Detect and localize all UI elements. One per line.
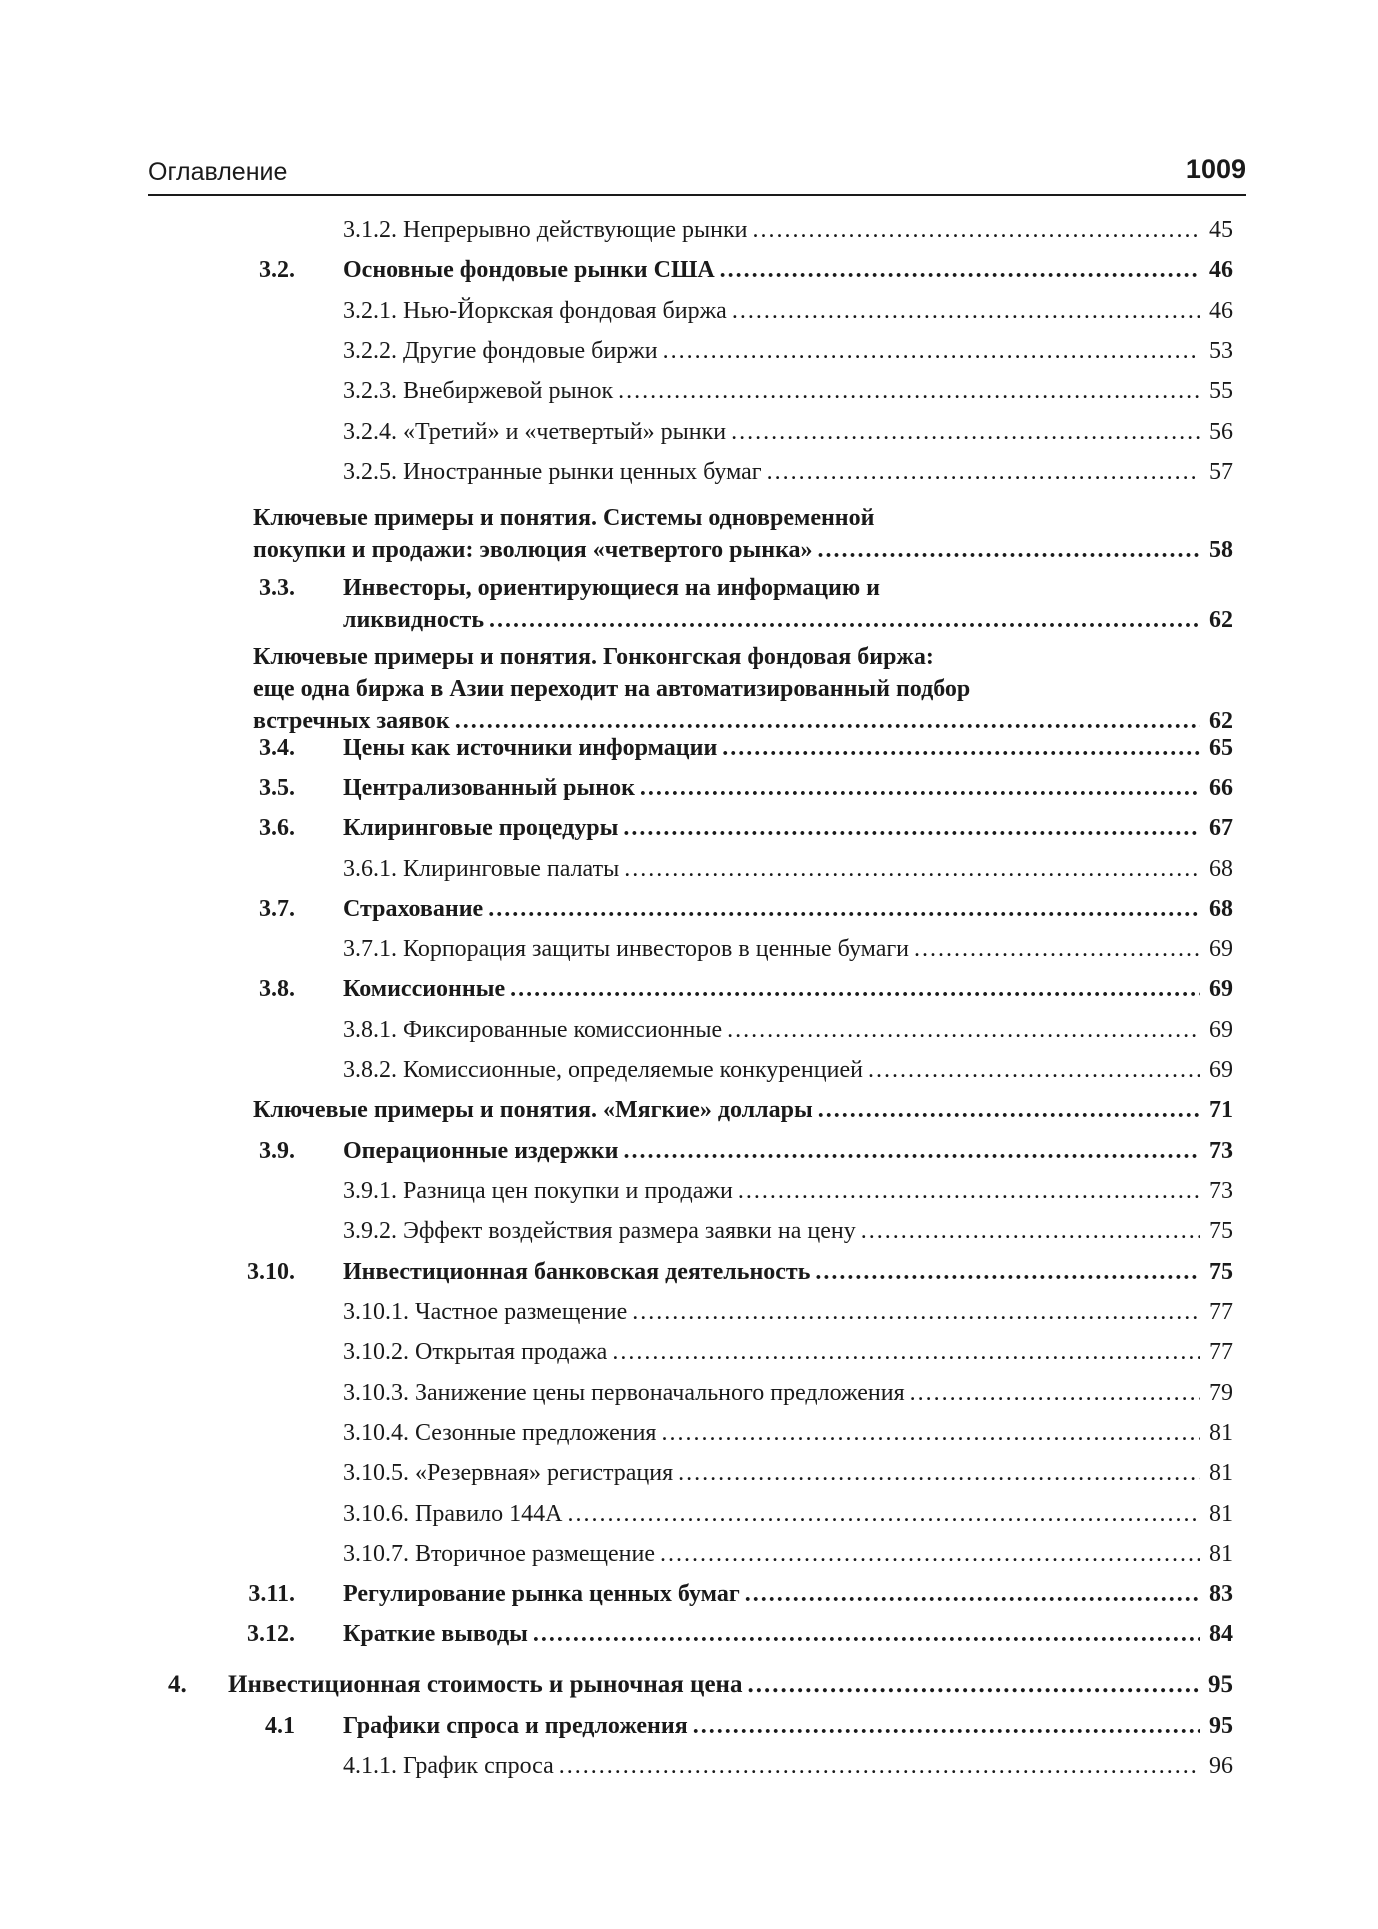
dot-leader [731,416,1200,448]
toc-entry[interactable] [343,254,1233,286]
toc-entry-title: Инвестиционная стоимость и рыночная цена [228,1671,743,1698]
toc-entry-page: 95 [1208,1671,1233,1698]
toc-entry[interactable] [343,1618,1233,1650]
toc-entry-page: 68 [1209,856,1233,882]
toc-entry-title: 3.2.2. Другие фондовые биржи [343,338,658,364]
toc-entry-page: 65 [1209,735,1233,761]
toc-entry-title: 3.10.1. Частное размещение [343,1299,628,1325]
toc-entry-number: 4. [168,1671,187,1698]
toc-entry[interactable] [343,572,1233,636]
toc-entry-title: 3.10.7. Вторичное размещение [343,1541,655,1567]
toc-entry-title: Регулирование рынка ценных бумаг [343,1581,740,1607]
toc-entry-number: 3.12. [247,1621,295,1647]
toc-entry[interactable] [343,1377,1233,1409]
dot-leader [623,812,1200,844]
toc-entry[interactable] [343,893,1233,925]
toc-entry-page: 83 [1209,1581,1233,1607]
dot-leader [510,973,1200,1005]
toc-entry[interactable] [253,641,1233,737]
dot-leader [489,604,1200,636]
dot-leader [612,1336,1200,1368]
toc-entry-page: 55 [1209,378,1233,404]
toc-entry-title: 3.2.1. Нью-Йоркская фондовая биржа [343,298,727,324]
dot-leader [623,1135,1200,1167]
toc-entry-number: 3.2. [259,257,295,283]
toc-entry-title: 3.9.2. Эффект воздействия размера заявки на цену [343,1218,856,1244]
toc-entry-page: 68 [1209,896,1233,922]
dot-leader [818,534,1200,566]
toc-entry[interactable] [228,1669,1233,1701]
toc-entry-title: 3.2.3. Внебиржевой рынок [343,378,614,404]
toc-entry-page: 77 [1209,1339,1233,1365]
toc-entry-page: 75 [1209,1218,1233,1244]
toc-entry-page: 66 [1209,775,1233,801]
toc-entry-title: 3.7.1. Корпорация защиты инвесторов в ценные бумаги [343,936,910,962]
toc-entry[interactable] [343,1135,1233,1167]
toc-entry[interactable] [343,732,1233,764]
toc-entry[interactable] [343,1054,1233,1086]
toc-entry-page: 75 [1209,1259,1233,1285]
toc-entry-number: 3.11. [248,1581,295,1607]
toc-entry-title: Основные фондовые рынки США [343,257,715,283]
toc-entry-title: Графики спроса и предложения [343,1713,688,1739]
toc-entry-title: Ключевые примеры и понятия. «Мягкие» доллары [253,1097,813,1123]
toc-entry-title: 3.2.5. Иностранные рынки ценных бумаг [343,459,762,485]
toc-entry-title: 4.1.1. График спроса [343,1753,554,1779]
toc-entry[interactable] [343,933,1233,965]
toc-entry-page: 69 [1209,1057,1233,1083]
toc-entry-title: Краткие выводы [343,1621,528,1647]
toc-entry[interactable] [343,973,1233,1005]
running-header [148,150,1246,196]
dot-leader [632,1296,1200,1328]
toc-entry-title: 3.10.3. Занижение цены первоначального предложения [343,1380,905,1406]
toc-entry[interactable] [343,214,1233,246]
toc-entry-title-line: Ключевые примеры и понятия. Гонконгская фондовая биржа: [253,644,934,670]
toc-entry-title: Операционные издержки [343,1138,619,1164]
toc-entry-page: 79 [1209,1380,1233,1406]
dot-leader [815,1256,1200,1288]
toc-entry[interactable] [343,375,1233,407]
toc-entry-title: 3.8.2. Комиссионные, определяемые конкуренцией [343,1057,863,1083]
toc-entry-title: 3.10.2. Открытая продажа [343,1339,608,1365]
toc-entry-page: 67 [1209,815,1233,841]
toc-entry-number: 3.3. [259,575,295,601]
toc-entry-title: 3.2.4. «Третий» и «четвертый» рынки [343,419,727,445]
toc-entry-number: 3.7. [259,896,295,922]
toc-entry-number: 3.10. [247,1259,295,1285]
dot-leader [910,1377,1200,1409]
toc-entry[interactable] [343,456,1233,488]
toc-entry-title: ликвидность [343,607,485,633]
toc-entry-title: 3.1.2. Непрерывно действующие рынки [343,217,748,243]
toc-entry-title-line: Ключевые примеры и понятия. Системы одновременной [253,505,875,531]
toc-entry-title: 3.10.4. Сезонные предложения [343,1420,657,1446]
toc-entry-title: Страхование [343,896,484,922]
toc-entry-page: 46 [1209,257,1233,283]
toc-entry[interactable] [343,1457,1233,1489]
toc-entry-page: 73 [1209,1178,1233,1204]
toc-entry-page: 69 [1209,1017,1233,1043]
toc-entry-page: 81 [1209,1420,1233,1446]
toc-entry-number: 3.8. [259,976,295,1002]
dot-leader [567,1498,1200,1530]
dot-leader [488,893,1200,925]
toc-entry-page: 45 [1209,217,1233,243]
toc-entry[interactable] [343,295,1233,327]
toc-entry[interactable] [343,1336,1233,1368]
dot-leader [745,1578,1200,1610]
dot-leader [660,1538,1200,1570]
toc-entry-page: 57 [1209,459,1233,485]
dot-leader [624,853,1200,885]
toc-entry-title: 3.10.6. Правило 144А [343,1501,563,1527]
toc-entry[interactable] [343,416,1233,448]
dot-leader [738,1175,1200,1207]
dot-leader [861,1215,1200,1247]
toc-entry[interactable] [343,1710,1233,1742]
toc-entry-number: 3.6. [259,815,295,841]
toc-entry[interactable] [343,1296,1233,1328]
toc-entry-title: 3.8.1. Фиксированные комиссионные [343,1017,723,1043]
toc-entry-page: 77 [1209,1299,1233,1325]
header-title: Оглавление [148,158,288,186]
toc-entry-number: 4.1 [265,1713,295,1739]
toc-entry[interactable] [343,335,1233,367]
toc-entry[interactable] [343,1417,1233,1449]
dot-leader [753,214,1200,246]
toc-entry-title-line: Инвесторы, ориентирующиеся на информацию и [343,575,881,601]
toc-entry[interactable] [343,1175,1233,1207]
dot-leader [747,1669,1200,1701]
toc-entry-number: 3.5. [259,775,295,801]
toc-entry[interactable] [253,1094,1233,1126]
toc-entry-title: 3.6.1. Клиринговые палаты [343,856,620,882]
dot-leader [663,335,1200,367]
toc-entry[interactable] [343,1215,1233,1247]
dot-leader [618,375,1200,407]
toc-entry-page: 69 [1209,976,1233,1002]
dot-leader [678,1457,1200,1489]
dot-leader [722,732,1200,764]
toc-entry-title: 3.9.1. Разница цен покупки и продажи [343,1178,733,1204]
dot-leader [533,1618,1200,1650]
toc-entry-title: Централизованный рынок [343,775,635,801]
toc-entry-title: встречных заявок [253,708,450,734]
dot-leader [693,1710,1200,1742]
toc-entry-title: покупки и продажи: эволюция «четвертого рынка» [253,537,813,563]
toc-entry-page: 56 [1209,419,1233,445]
toc-entry-number: 3.9. [259,1138,295,1164]
toc-entry-page: 95 [1209,1713,1233,1739]
toc-entry-number: 3.4. [259,735,295,761]
toc-entry-page: 84 [1209,1621,1233,1647]
dot-leader [868,1054,1200,1086]
toc-entry-page: 73 [1209,1138,1233,1164]
dot-leader [732,295,1200,327]
toc-entry-page: 46 [1209,298,1233,324]
toc-entry[interactable] [343,1538,1233,1570]
toc-entry[interactable] [343,772,1233,804]
toc-entry[interactable] [343,853,1233,885]
toc-entry-page: 69 [1209,936,1233,962]
toc-entry-page: 62 [1209,607,1233,633]
toc-entry-page: 81 [1209,1460,1233,1486]
dot-leader [727,1014,1200,1046]
dot-leader [767,456,1200,488]
toc-entry[interactable] [343,812,1233,844]
toc-entry-page: 81 [1209,1541,1233,1567]
dot-leader [818,1094,1200,1126]
dot-leader [640,772,1200,804]
dot-leader [559,1750,1200,1782]
toc-entry-page: 71 [1209,1097,1233,1123]
dot-leader [661,1417,1200,1449]
toc-entry-title: Инвестиционная банковская деятельность [343,1259,811,1285]
toc-entry-title: 3.10.5. «Резервная» регистрация [343,1460,674,1486]
toc-entry-title: Цены как источники информации [343,735,718,761]
toc-entry[interactable] [343,1256,1233,1288]
dot-leader [720,254,1200,286]
toc-entry[interactable] [343,1498,1233,1530]
toc-entry-page: 96 [1209,1753,1233,1779]
toc-entry-page: 62 [1209,708,1233,734]
toc-entry-page: 81 [1209,1501,1233,1527]
toc-entry-title: Комиссионные [343,976,506,1002]
toc-entry[interactable] [343,1578,1233,1610]
toc-entry-title: Клиринговые процедуры [343,815,619,841]
toc-entry[interactable] [343,1014,1233,1046]
toc-entry[interactable] [253,502,1233,566]
dot-leader [914,933,1200,965]
header-page-number: 1009 [1185,154,1246,184]
toc-entry-page: 53 [1209,338,1233,364]
toc-entry-page: 58 [1209,537,1233,563]
toc-entry[interactable] [343,1750,1233,1782]
toc-entry-title-line: еще одна биржа в Азии переходит на автоматизированный подбор [253,676,971,702]
